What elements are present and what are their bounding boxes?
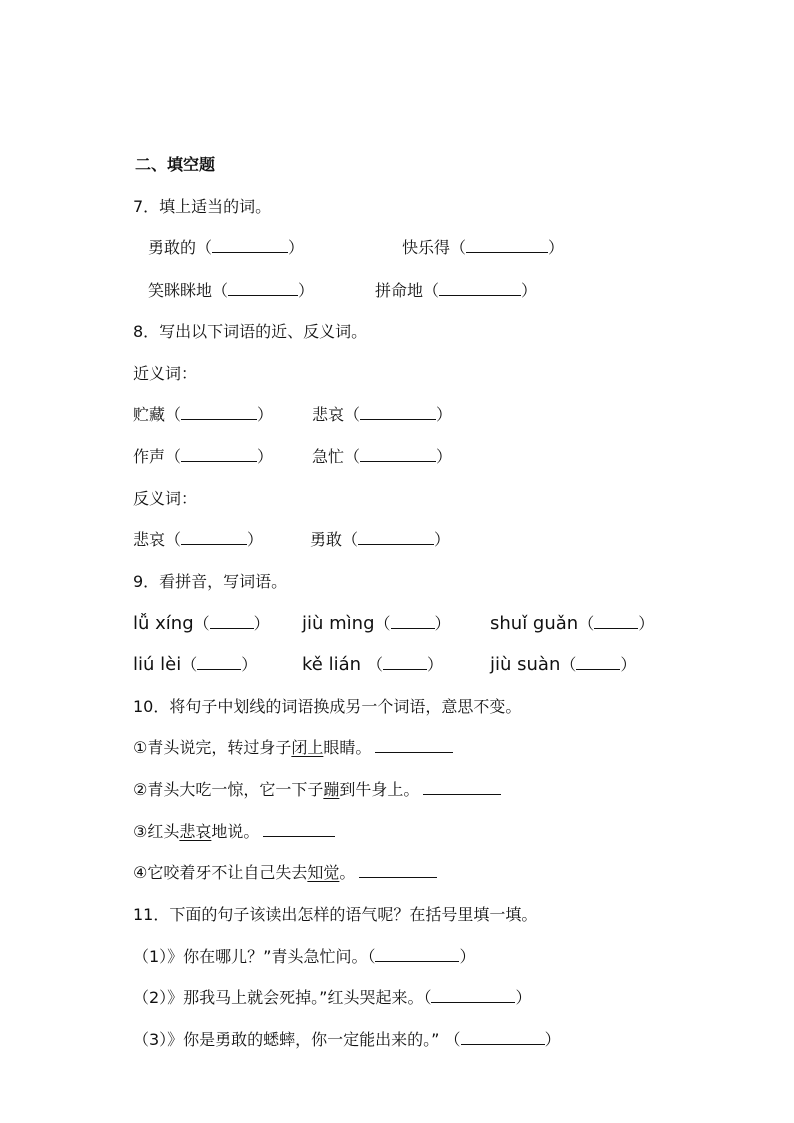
q9-item-2: jiù mìng（ ） [302, 613, 451, 634]
q9-item-4: liú lèi（ ） [133, 654, 258, 675]
q11-item-2: （2）》那我马上就会死掉。”红头哭起来。（ ） [133, 988, 532, 1007]
pinyin: shuǐ guǎn [490, 613, 579, 634]
answer-blank[interactable] [212, 238, 288, 253]
answer-blank[interactable] [391, 614, 435, 629]
answer-blank[interactable] [358, 530, 434, 545]
q7-item-1: 勇敢的（ ） [148, 238, 305, 257]
q10-item-3: ③红头悲哀地说。 [133, 820, 335, 844]
answer-blank[interactable] [383, 655, 427, 670]
q7-prompt: 7．填上适当的词。 [133, 197, 272, 216]
answer-blank[interactable] [181, 447, 257, 462]
answer-blank[interactable] [228, 281, 298, 296]
q10-prompt: 10．将句子中划线的词语换成另一个词语，意思不变。 [133, 697, 522, 716]
pinyin: jiù mìng [302, 613, 375, 634]
section-title: 二、填空题 [135, 155, 216, 174]
answer-blank[interactable] [181, 530, 247, 545]
q7-item-label: 笑眯眯地（ [148, 281, 229, 300]
answer-blank[interactable] [594, 614, 638, 629]
answer-blank[interactable] [359, 863, 437, 878]
answer-blank[interactable] [431, 988, 515, 1003]
q9-item-6: jiù suàn（ ） [490, 654, 637, 675]
underlined-word: 知觉 [307, 863, 340, 882]
q7-item-label: 拼命地（ [375, 281, 440, 300]
answer-blank[interactable] [466, 238, 548, 253]
q11-prompt: 11．下面的句子该读出怎样的语气呢？在括号里填一填。 [133, 905, 538, 924]
answer-blank[interactable] [375, 738, 453, 753]
pinyin: kě lián [302, 654, 362, 675]
q9-prompt: 9．看拼音，写词语。 [133, 572, 288, 591]
q8-synonym-1: 贮藏（ ） [133, 405, 274, 424]
answer-blank[interactable] [423, 780, 501, 795]
pinyin: jiù suàn [490, 654, 561, 675]
q10-item-2: ②青头大吃一惊，它一下子蹦到牛身上。 [133, 778, 501, 802]
underlined-word: 闭上 [291, 738, 324, 757]
answer-blank[interactable] [360, 405, 436, 420]
pinyin: liú lèi [133, 654, 182, 675]
q10-item-1: ①青头说完，转过身子闭上眼睛。 [133, 736, 453, 760]
answer-blank[interactable] [439, 281, 521, 296]
answer-blank[interactable] [210, 614, 254, 629]
q8-synonym-3: 作声（ ） [133, 447, 274, 466]
q10-item-4: ④它咬着牙不让自己失去知觉。 [133, 861, 437, 885]
q7-item-4: 拼命地（ ） [375, 281, 538, 300]
synonym-heading: 近义词： [133, 364, 198, 383]
q7-item-label: 快乐得（ [402, 238, 467, 257]
underlined-word: 蹦 [323, 780, 340, 799]
q8-antonym-1: 悲哀（ ） [133, 530, 264, 549]
q9-item-3: shuǐ guǎn（ ） [490, 613, 655, 634]
q9-item-5: kě lián （ ） [302, 654, 444, 675]
pinyin: lǚ xíng [133, 613, 194, 634]
q8-prompt: 8．写出以下词语的近、反义词。 [133, 322, 368, 341]
q9-item-1: lǚ xíng（ ） [133, 613, 270, 634]
q7-item-3: 笑眯眯地（ ） [148, 281, 315, 300]
q8-synonym-4: 急忙（ ） [312, 447, 453, 466]
answer-blank[interactable] [360, 447, 436, 462]
q11-item-1: （1）》你在哪儿？”青头急忙问。（ ） [133, 947, 476, 966]
underlined-word: 悲哀 [179, 822, 212, 841]
q11-item-3: （3）》你是勇敢的蟋蟀，你一定能出来的。” （ ） [133, 1030, 561, 1049]
antonym-heading: 反义词： [133, 489, 198, 508]
answer-blank[interactable] [197, 655, 241, 670]
q8-synonym-2: 悲哀（ ） [312, 405, 453, 424]
q7-item-2: 快乐得（ ） [402, 238, 565, 257]
q7-item-label: 勇敢的（ [148, 238, 213, 257]
q8-antonym-2: 勇敢（ ） [310, 530, 451, 549]
answer-blank[interactable] [375, 947, 459, 962]
answer-blank[interactable] [576, 655, 620, 670]
answer-blank[interactable] [181, 405, 257, 420]
answer-blank[interactable] [263, 822, 335, 837]
answer-blank[interactable] [461, 1030, 545, 1045]
